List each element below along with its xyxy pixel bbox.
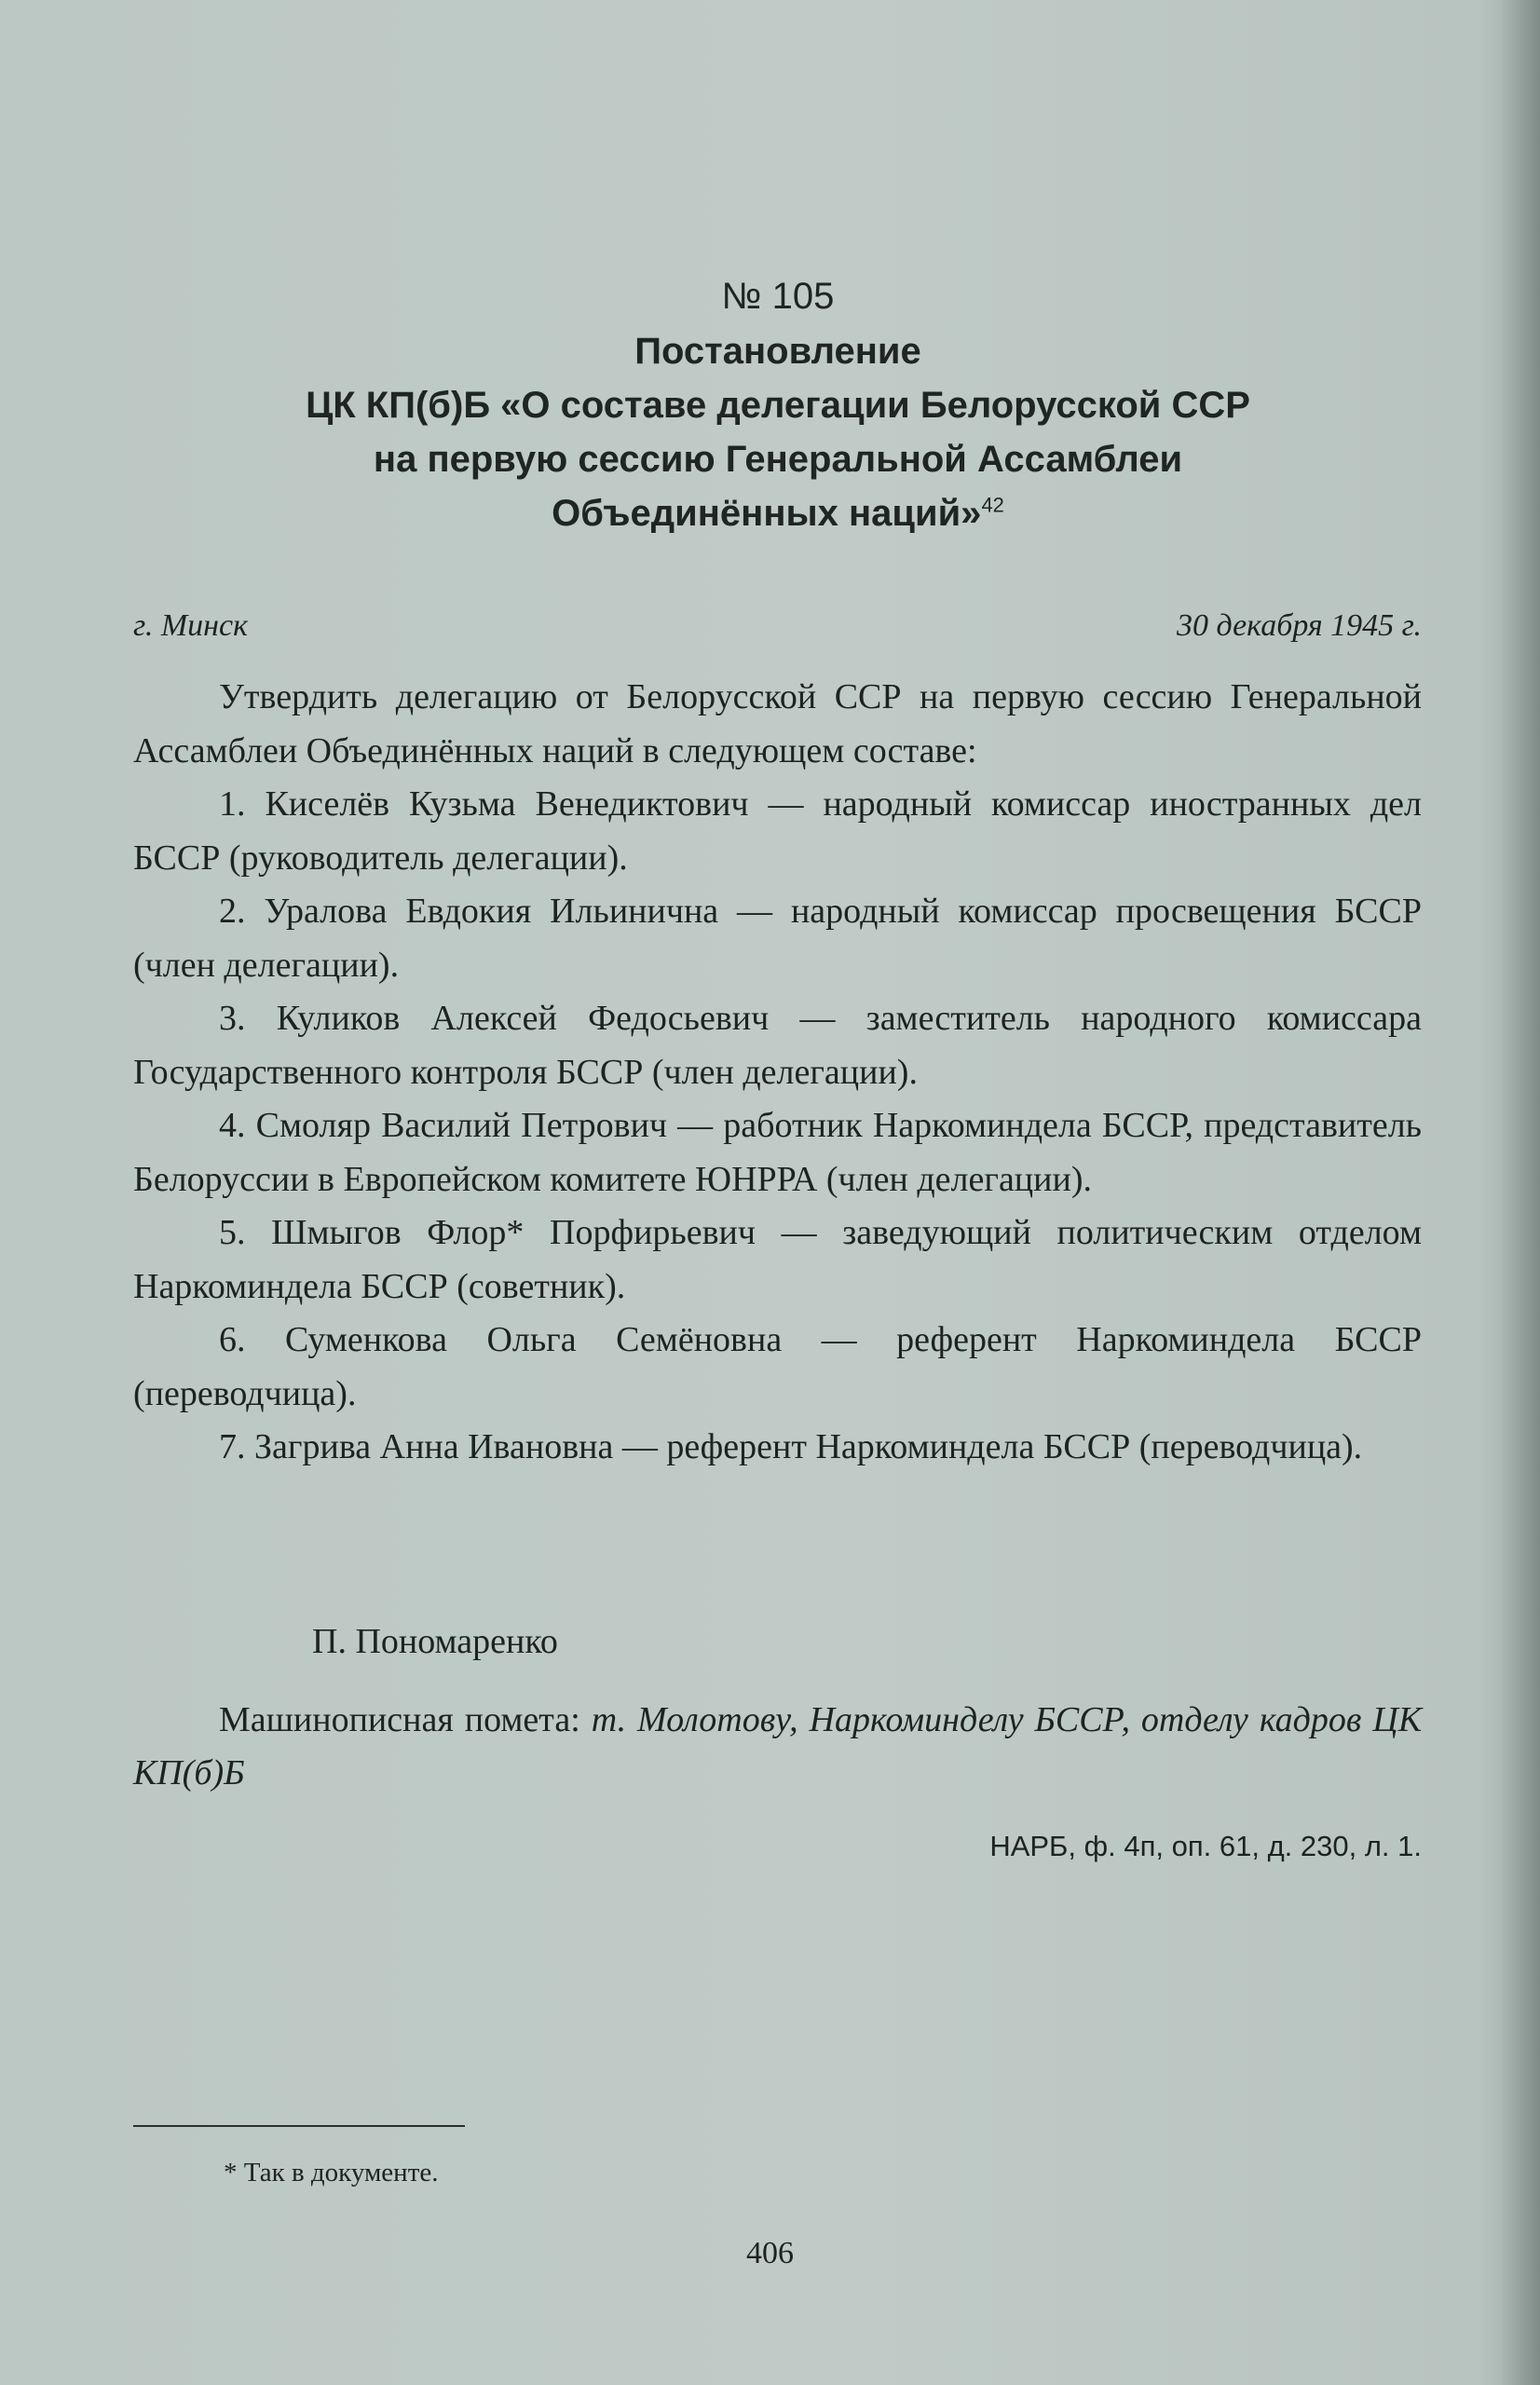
typewritten-note <box>133 1694 1422 1800</box>
title-line-4 <box>130 486 1425 540</box>
title-line-4-text: Объединённых наций» <box>552 493 982 534</box>
note-label: Машинописная помета: <box>219 1700 592 1739</box>
member-item-6: 6. Суменкова Ольга Семёновна — референт Наркоминдела БССР (переводчица). <box>133 1320 1422 1413</box>
archive-reference: НАРБ, ф. 4п, оп. 61, д. 230, л. 1. <box>989 1830 1422 1862</box>
page-number: 406 <box>746 2236 794 2270</box>
member-item-1: 1. Киселёв Кузьма Венедиктович — народный комиссар иностранных дел БССР (руководитель делегации). <box>133 784 1422 878</box>
title-line-2: ЦК КП(б)Б «О составе делегации Белорусской ССР <box>306 385 1250 426</box>
member-item-7: 7. Загрива Анна Ивановна — референт Наркоминдела БССР (переводчица). <box>219 1427 1363 1466</box>
title-line-3: на первую сессию Генеральной Ассамблеи <box>373 439 1183 480</box>
member-item-3: 3. Куликов Алексей Федосьевич — заместитель народного комиссара Государственного контроля БССР (член делегации). <box>133 999 1422 1092</box>
place-date-line <box>133 604 1422 648</box>
date: 30 декабря 1945 г. <box>1176 608 1422 643</box>
signature: П. Пономаренко <box>312 1622 558 1661</box>
member-item-5: 5. Шмыгов Флор* Порфирьевич — заведующий политическим отделом Наркоминдела БССР (советник). <box>133 1213 1422 1306</box>
member-item-4: 4. Смоляр Василий Петрович — работник Наркоминдела БССР, представитель Белоруссии в Европейском комитете ЮНРРА (член делегации). <box>133 1106 1422 1199</box>
resolution-body <box>133 671 1422 1475</box>
title-line-1: Постановление <box>634 331 921 372</box>
document-header <box>130 270 1425 540</box>
note-text: т. Молотову, Наркоминделу БССР, отделу кадров ЦК КП(б)Б <box>133 1700 1422 1792</box>
footnote: * Так в документе. <box>224 2158 439 2187</box>
page-gutter-shadow <box>1503 0 1540 2385</box>
title-footnote-ref: 42 <box>981 493 1004 517</box>
place: г. Минск <box>133 608 249 643</box>
document-number: № 105 <box>721 276 835 317</box>
footnote-divider <box>133 2125 465 2127</box>
intro-paragraph: Утвердить делегацию от Белорусской ССР на первую сессию Генеральной Ассамблеи Объединённых наций в следующем составе: <box>133 677 1422 770</box>
member-item-2: 2. Уралова Евдокия Ильинична — народный комиссар просвещения БССР (член делегации). <box>133 892 1422 985</box>
